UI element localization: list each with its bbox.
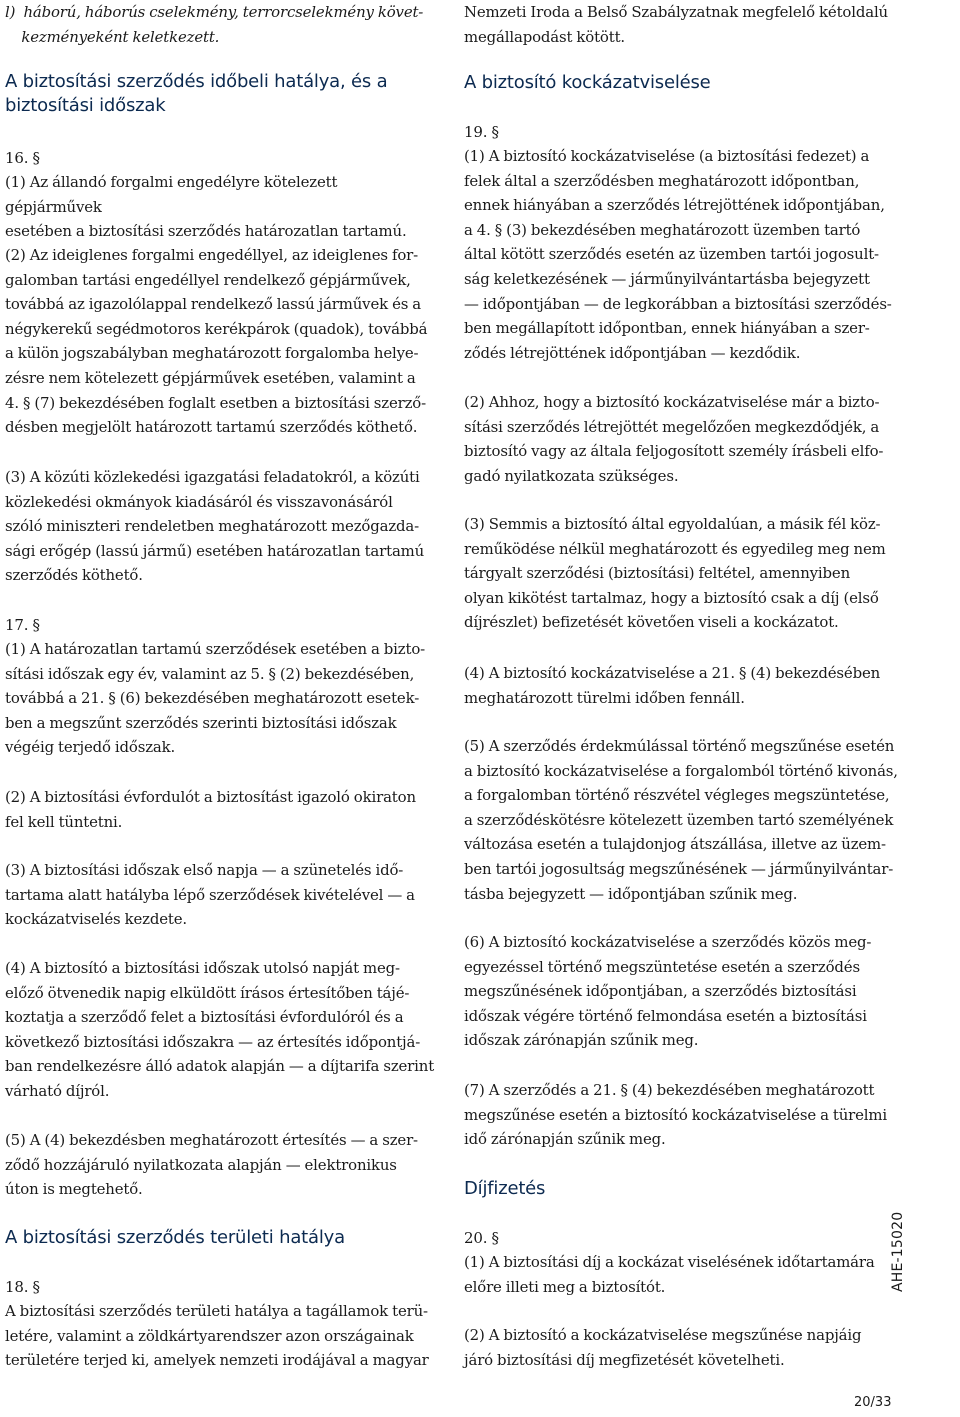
document-code: AHE-15020 — [890, 1211, 906, 1292]
section-17: 17. § — [5, 616, 40, 634]
paragraph-17-2: (2) A biztosítási évfordulót a biztosítást igazoló okiraton fel kell tüntetni. — [5, 788, 416, 831]
paragraph-18: A biztosítási szerződés területi hatálya a tagállamok terü- letére, valamint a zöldkártyarendszer azon országainak területére terjed ki, amelyek nemzeti irodájával a magyar — [5, 1302, 429, 1370]
paragraph-19-2: (2) Ahhoz, hogy a biztosító kockázatviselése már a bizto- sítási szerződés létrejöttét megelőzően megkezdődjék, a biztosító vagy az általa feljogosított személy írásbeli elfo- gadó nyilatkozata szükséges. — [464, 393, 884, 485]
paragraph-19-6: (6) A biztosító kockázatviselése a szerződés közös meg- egyezéssel történő megszüntetése esetén a szerződés megszűnésének időpontjában, a szerződés biztosítási időszak végére történő felmondása esetén a biztosítási időszak zárónapján szűnik meg. — [464, 933, 872, 1050]
paragraph-16-3: (3) A közúti közlekedési igazgatási feladatokról, a közúti közlekedési okmányok kiadásáról és visszavonásáról szóló miniszteri rendeletben meghatározott mezőgazda- sági erőgép (lassú jármű) esetében határozatlan tartamú szerződés köthető. — [5, 468, 425, 585]
paragraph-19-4: (4) A biztosító kockázatviselése a 21. § (4) bekezdésében meghatározott türelmi időben fennáll. — [464, 664, 881, 707]
section-19: 19. § — [464, 123, 499, 141]
section-20: 20. § — [464, 1229, 499, 1247]
paragraph-17-5: (5) A (4) bekezdésben meghatározott értesítés — a szer- ződő hozzájáruló nyilatkozata alapján — elektronikus úton is megtehető. — [5, 1131, 418, 1199]
page-number: 20/33 — [854, 1395, 892, 1410]
heading-time-validity: A biztosítási szerződés időbeli hatálya, és a biztosítási időszak — [5, 71, 388, 116]
section-16: 16. § — [5, 149, 40, 167]
paragraph-18-continued: Nemzeti Iroda a Belső Szabályzatnak megfelelő kétoldalú megállapodást kötött. — [464, 3, 888, 46]
paragraph-20-1: (1) A biztosítási díj a kockázat viselésének időtartamára előre illeti meg a biztosítót. — [464, 1253, 875, 1296]
paragraph-17-4: (4) A biztosító a biztosítási időszak utolsó napját meg- előző ötvenedik napig elküldött írásos értesítőben tájé- koztatja a szerződő felet a biztosítási évfordulóról és a következő biztosítási időszakra — az értesítés időpontjá- ban rendelkezésre álló adatok alapján — a díjtarifa szerint várható díjról. — [5, 959, 435, 1100]
paragraph-20-2: (2) A biztosító a kockázatviselése megszűnése napjáig járó biztosítási díj megfizetését követelheti. — [464, 1326, 862, 1369]
paragraph-19-5: (5) A szerződés érdekmúlással történő megszűnése esetén a biztosító kockázatviselése a forgalomból történő kivonás, a forgalomban történő részvétel végleges megszüntetése, a szerződéskötésre kötelezett üzemben tartó személyének változása esetén a tulajdonjog átszállása, illetve az üzem- ben tartói jogosultság megszűnésének — járműnyilvántar- tásba bejegyzett — időpontjában szűnik meg. — [464, 737, 898, 903]
heading-premium-payment: Díjfizetés — [464, 1178, 546, 1199]
section-18: 18. § — [5, 1278, 40, 1296]
paragraph-17-1: (1) A határozatlan tartamú szerződések esetében a bizto- sítási időszak egy év, valamint az 5. § (2) bekezdésében, továbbá a 21. § (6) bekezdésében meghatározott esetek- ben a megszűnt szerződés szerinti biztosítási időszak végéig terjedő időszak. — [5, 640, 426, 757]
heading-risk-bearing: A biztosító kockázatviselése — [464, 72, 711, 93]
list-item-l: l) háború, háborús cselekmény, terrorcselekmény követ- kezményeként keletkezett. — [5, 3, 424, 46]
paragraph-19-7: (7) A szerződés a 21. § (4) bekezdésében meghatározott megszűnése esetén a biztosító kockázatviselése a türelmi idő zárónapján szűnik meg. — [464, 1081, 887, 1149]
heading-territorial-validity: A biztosítási szerződés területi hatálya — [5, 1227, 345, 1248]
paragraph-16-1: (1) Az állandó forgalmi engedélyre kötelezett gépjárművek esetében a biztosítási szerződés határozatlan tartamú. — [5, 173, 407, 241]
paragraph-19-1: (1) A biztosító kockázatviselése (a biztosítási fedezet) a felek által a szerződésben meghatározott időpontban, ennek hiányában a szerződés létrejöttének időpontjában, a 4. § (3) bekezdésében meghatározott üzemben tartó által kötött szerződés esetén az üzemben tartói jogosult- ság keletkezésének — járműnyilvántartásba bejegyzett — időpontjában — de legkorábban a biztosítási szerződés- ben megállapított időpontban, ennek hiányában a szer- ződés létrejöttének időpontjában — kezdődik. — [464, 147, 892, 362]
paragraph-19-3: (3) Semmis a biztosító által egyoldalúan, a másik fél köz- reműködése nélkül meghatározott és egyedileg meg nem tárgyalt szerződési (biztosítási) feltétel, amennyiben olyan kikötést tartalmaz, hogy a biztosító csak a díj (első díjrészlet) befizetését követően viseli a kockázatot. — [464, 515, 886, 632]
paragraph-16-2: (2) Az ideiglenes forgalmi engedéllyel, az ideiglenes for- galomban tartási engedéllyel rendelkező gépjárművek, továbbá az igazolólappal rendelkező lassú járművek és a négykerekű segédmotoros kerékpárok (quadok), továbbá a külön jogszabályban meghatározott forgalomba helye- zésre nem kötelezett gépjárművek esetében, valamint a 4. § (7) bekezdésében foglalt esetben a biztosítási szerző- désben megjelölt határozott tartamú szerződés köthető. — [5, 246, 428, 437]
paragraph-17-3: (3) A biztosítási időszak első napja — a szünetelés idő- tartama alatt hatályba lépő szerződések kivételével — a kockázatviselés kezdete. — [5, 861, 415, 929]
